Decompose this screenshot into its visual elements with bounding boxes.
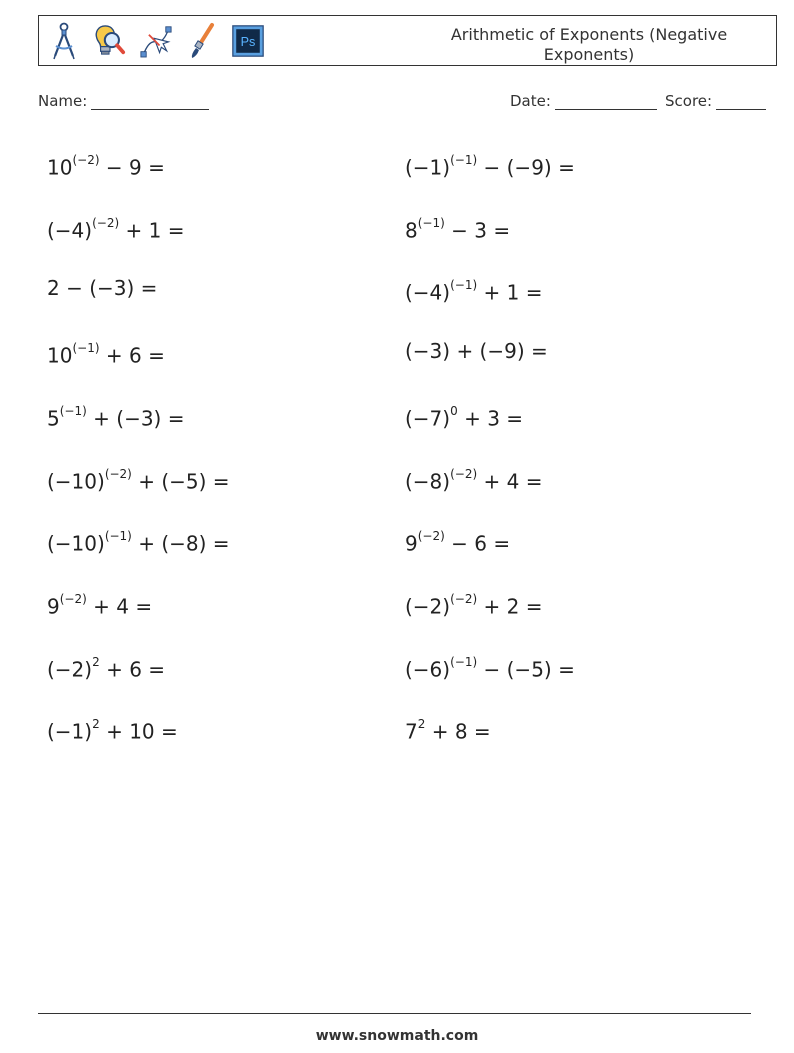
problem-left-1 — [47, 150, 165, 181]
problem-operation: + (−3) = — [86, 406, 185, 431]
problem-base: (−8) — [405, 469, 451, 494]
problem-exponent: (−1) — [72, 341, 100, 355]
problem-right-9 — [405, 652, 575, 683]
problem-left-7 — [47, 526, 230, 557]
problem-operation: + 4 = — [477, 469, 543, 494]
problem-right-6 — [405, 464, 542, 495]
problem-operation: − 3 = — [444, 218, 511, 243]
problem-right-8 — [405, 589, 542, 620]
problem-left-6 — [47, 464, 230, 495]
problem-exponent: (−2) — [92, 216, 120, 230]
footer-url: www.snowmath.com — [315, 1028, 479, 1044]
problem-exponent: (−2) — [59, 592, 87, 606]
problem-operation: + 2 = — [477, 594, 543, 619]
vector-pen-icon — [140, 21, 172, 61]
problem-base: 10 — [47, 155, 73, 180]
problem-operation: + 8 = — [425, 719, 491, 744]
problem-operation: + 6 = — [99, 657, 166, 682]
compass-icon — [48, 21, 80, 61]
header-icons — [48, 21, 264, 61]
problem-right-3 — [405, 275, 542, 306]
score-blank[interactable] — [716, 93, 766, 110]
name-blank[interactable] — [91, 93, 209, 110]
problem-operation: + (−8) = — [131, 531, 230, 556]
problem-base: (−4) — [405, 280, 451, 305]
problem-left-10 — [47, 714, 178, 745]
problem-base: (−3) + (−9) = — [405, 339, 548, 363]
footer-divider — [38, 1013, 751, 1014]
lightbulb-magnifier-icon — [94, 21, 126, 61]
problem-operation: + 3 = — [457, 406, 524, 431]
problem-right-7 — [405, 526, 510, 557]
problem-left-8 — [47, 589, 152, 620]
problem-base: 9 — [47, 594, 60, 619]
problem-exponent: 0 — [450, 404, 458, 418]
problem-exponent: 2 — [417, 717, 426, 731]
problem-base: (−2) — [405, 594, 451, 619]
paintbrush-icon — [186, 21, 218, 61]
problem-left-9 — [47, 652, 165, 683]
problem-base: 10 — [47, 343, 73, 368]
problem-operation: + 1 = — [119, 218, 185, 243]
problem-exponent: (−1) — [59, 404, 87, 418]
problem-base: (−6) — [405, 657, 451, 682]
problem-exponent: 2 — [92, 717, 100, 731]
problem-exponent: (−1) — [450, 278, 478, 292]
problem-exponent: (−1) — [417, 216, 445, 230]
problem-base: 5 — [47, 406, 60, 431]
date-field — [510, 92, 657, 110]
problem-right-10 — [405, 714, 491, 745]
problem-base: 9 — [405, 531, 418, 556]
problem-right-1 — [405, 150, 575, 181]
problem-base: (−1) — [405, 155, 451, 180]
problem-exponent: (−1) — [450, 655, 478, 669]
problem-base: 7 — [405, 719, 418, 744]
problem-base: (−4) — [47, 218, 93, 243]
worksheet-header — [38, 15, 777, 66]
problem-operation: + 1 = — [477, 280, 543, 305]
problem-base: (−7) — [405, 406, 451, 431]
problem-exponent: (−2) — [417, 529, 445, 543]
problem-right-5 — [405, 401, 523, 432]
problem-exponent: (−1) — [450, 153, 478, 167]
problem-left-5 — [47, 401, 184, 432]
problem-operation: − (−5) = — [477, 657, 575, 682]
problem-exponent: (−2) — [450, 467, 478, 481]
problem-base: (−10) — [47, 469, 105, 494]
problem-base: (−2) — [47, 657, 93, 682]
photoshop-icon-label: Ps — [240, 35, 256, 50]
problem-exponent: (−2) — [450, 592, 478, 606]
score-label: Score: — [665, 92, 713, 110]
score-field — [665, 92, 766, 110]
date-blank[interactable] — [555, 93, 657, 110]
problem-base: 8 — [405, 218, 418, 243]
problem-right-2 — [405, 213, 510, 244]
problem-operation: + 6 = — [99, 343, 165, 368]
problem-left-4 — [47, 338, 165, 369]
problem-operation: − 6 = — [444, 531, 511, 556]
problem-operation: + (−5) = — [131, 469, 230, 494]
name-label: Name: — [38, 92, 88, 110]
worksheet-title: Arithmetic of Exponents (Negative Exponents) — [450, 25, 728, 64]
problem-exponent: (−2) — [104, 467, 132, 481]
problem-exponent: (−2) — [72, 153, 100, 167]
name-field — [38, 92, 209, 110]
problem-exponent: (−1) — [104, 529, 132, 543]
problem-base: (−10) — [47, 531, 105, 556]
problem-operation: − (−9) = — [477, 155, 575, 180]
problem-operation: − 9 = — [99, 155, 165, 180]
problem-left-3 — [47, 275, 157, 301]
problem-operation: + 10 = — [99, 719, 178, 744]
date-label: Date: — [510, 92, 551, 110]
problem-left-2 — [47, 213, 184, 244]
problem-base: (−1) — [47, 719, 93, 744]
problem-right-4 — [405, 338, 548, 364]
photoshop-icon — [232, 21, 264, 61]
problem-base: 2 − (−3) = — [47, 276, 158, 300]
problem-operation: + 4 = — [86, 594, 153, 619]
problem-exponent: 2 — [92, 655, 100, 669]
